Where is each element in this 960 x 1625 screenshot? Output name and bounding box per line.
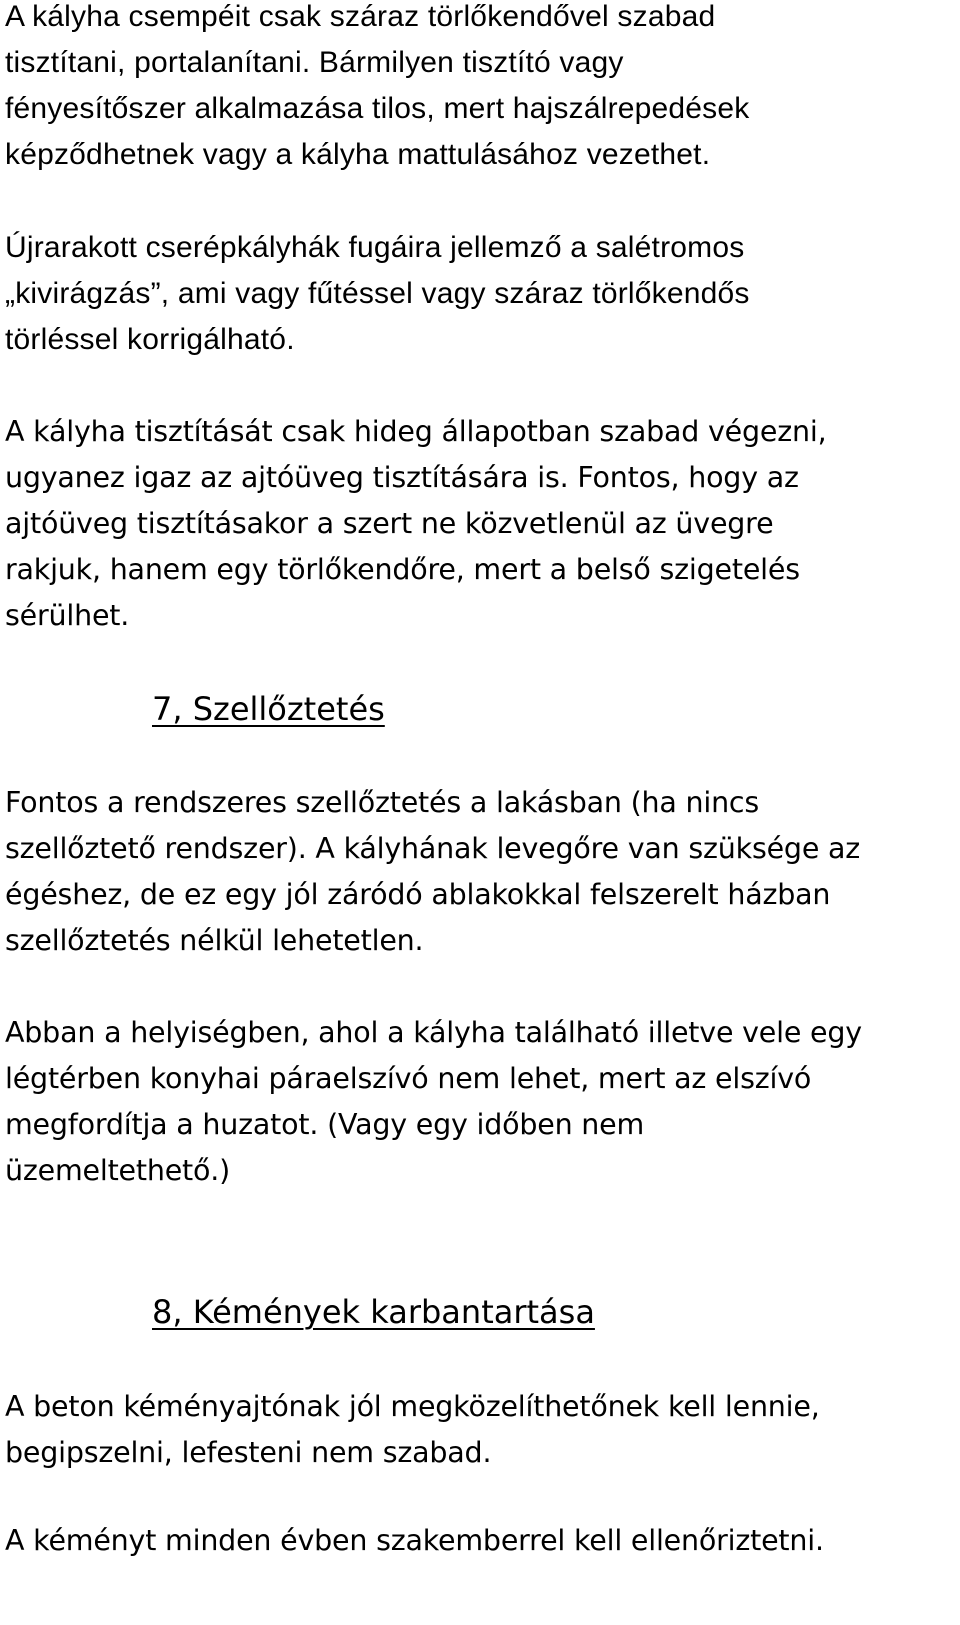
paragraph-line: A beton kéményajtónak jól megközelíthetőnek kell lennie, xyxy=(5,1390,820,1423)
paragraph-line: szellőztetés nélkül lehetetlen. xyxy=(5,924,424,957)
paragraph-line: légtérben konyhai páraelszívó nem lehet, mert az elszívó xyxy=(5,1062,812,1095)
paragraph-line: törléssel korrigálható. xyxy=(5,323,295,356)
paragraph-line: tisztítani, portalanítani. Bármilyen tisztító vagy xyxy=(5,46,624,79)
paragraph-line: Fontos a rendszeres szellőztetés a lakásban (ha nincs xyxy=(5,786,760,819)
paragraph-line: ugyanez igaz az ajtóüveg tisztítására is. Fontos, hogy az xyxy=(5,461,799,494)
paragraph-line: A kéményt minden évben szakemberrel kell ellenőriztetni. xyxy=(5,1524,824,1557)
paragraph-line: fényesítőszer alkalmazása tilos, mert hajszálrepedések xyxy=(5,92,750,125)
paragraph-line: képződhetnek vagy a kályha mattulásához vezethet. xyxy=(5,138,711,171)
paragraph-line: ajtóüveg tisztításakor a szert ne közvetlenül az üvegre xyxy=(5,507,774,540)
paragraph-line: üzemeltethető.) xyxy=(5,1154,231,1187)
paragraph-line: A kályha tisztítását csak hideg állapotban szabad végezni, xyxy=(5,415,827,448)
paragraph-line: A kályha csempéit csak száraz törlőkendővel szabad xyxy=(5,0,716,33)
paragraph-line: Abban a helyiségben, ahol a kályha található illetve vele egy xyxy=(5,1016,862,1049)
paragraph-line: égéshez, de ez egy jól záródó ablakokkal felszerelt házban xyxy=(5,878,831,911)
paragraph-line: begipszelni, lefesteni nem szabad. xyxy=(5,1436,492,1469)
paragraph-line: rakjuk, hanem egy törlőkendőre, mert a belső szigetelés xyxy=(5,553,800,586)
paragraph-line: szellőztető rendszer). A kályhának levegőre van szüksége az xyxy=(5,832,861,865)
section-heading-chimney-maintenance: 8, Kémények karbantartása xyxy=(152,1293,595,1331)
paragraph-line: „kivirágzás”, ami vagy fűtéssel vagy száraz törlőkendős xyxy=(5,277,750,310)
section-heading-ventilation: 7, Szellőztetés xyxy=(152,690,385,728)
paragraph-line: megfordítja a huzatot. (Vagy egy időben nem xyxy=(5,1108,645,1141)
paragraph-line: sérülhet. xyxy=(5,599,130,632)
paragraph-line: Újrarakott cserépkályhák fugáira jellemző a salétromos xyxy=(5,231,745,264)
